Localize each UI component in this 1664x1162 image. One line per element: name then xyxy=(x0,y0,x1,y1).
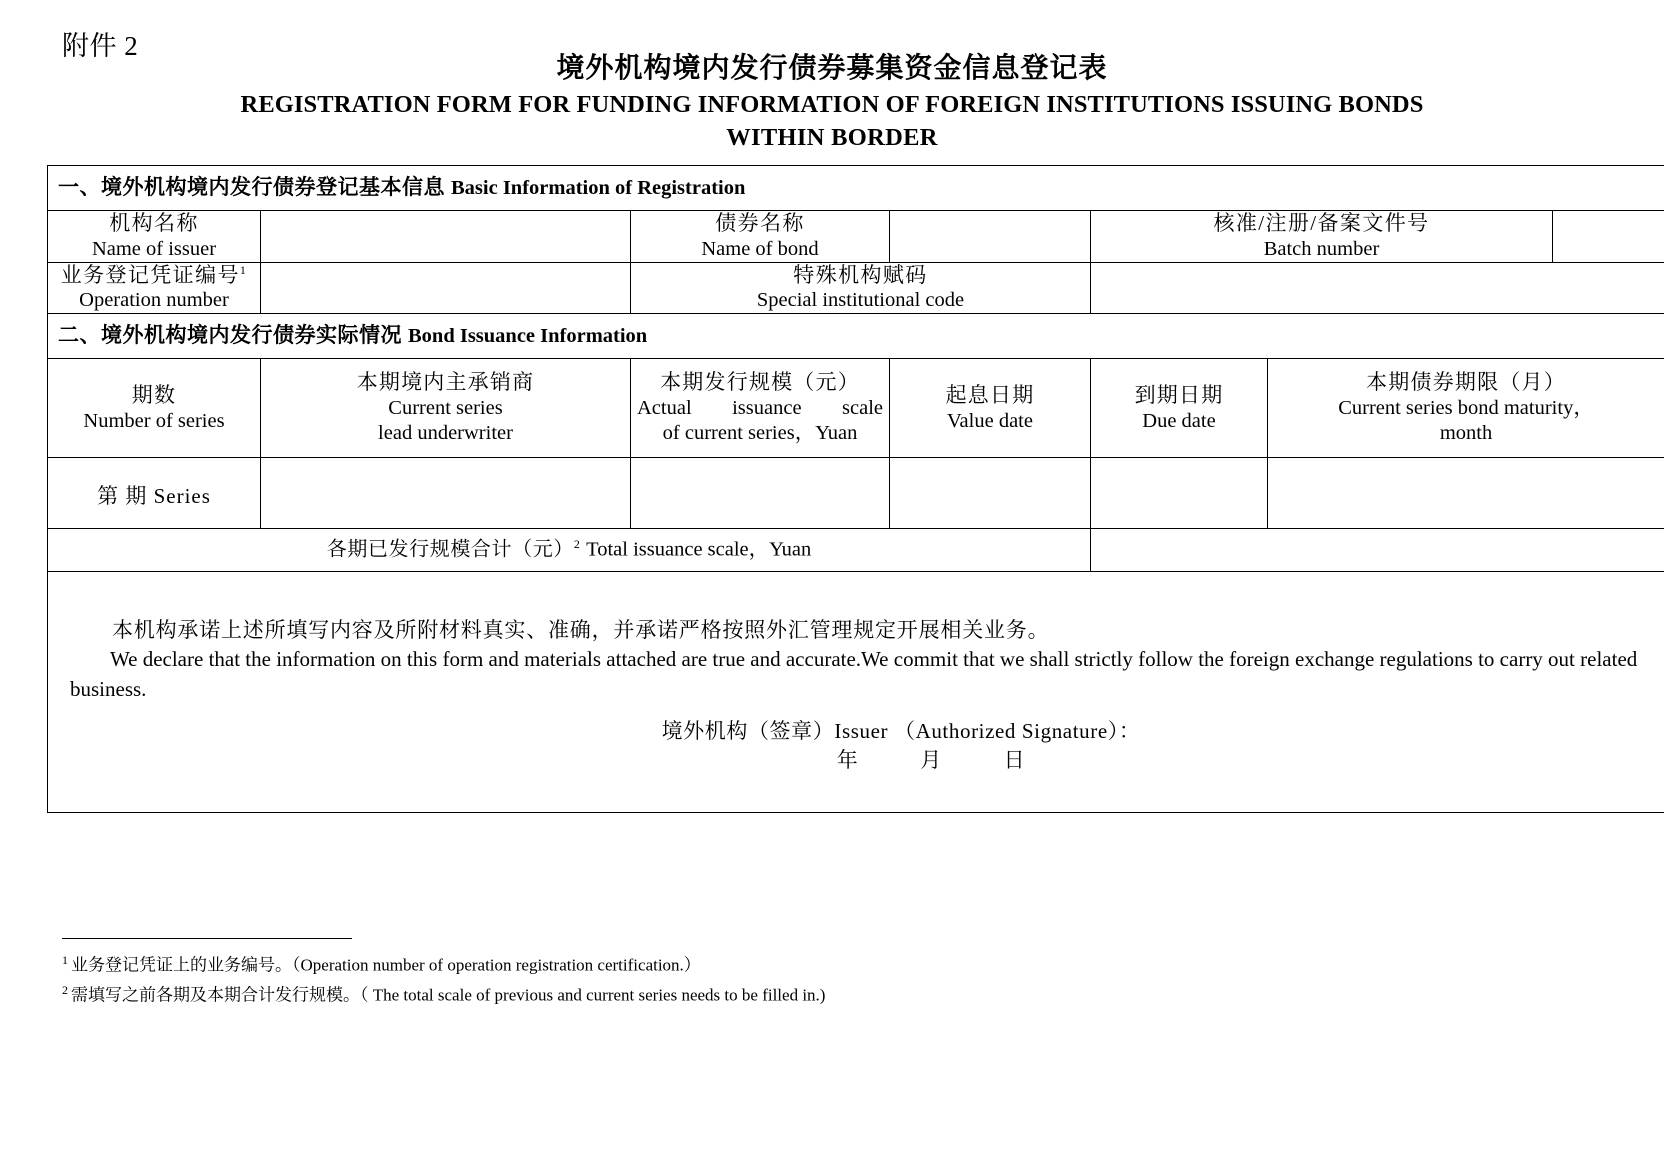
label-name-of-issuer-en: Name of issuer xyxy=(91,237,217,260)
label-batch-number xyxy=(1091,211,1553,263)
title-chinese: 境外机构境内发行债券募集资金信息登记表 xyxy=(556,53,1108,84)
col-header-lead-underwriter-en2: lead underwriter xyxy=(378,422,513,445)
section1-heading-cn: 一、境外机构境内发行债券登记基本信息 xyxy=(58,175,445,199)
section1-heading-en: Basic Information of Registration xyxy=(451,177,746,199)
footnote-2 xyxy=(62,980,1462,1010)
col-header-bond-maturity-en1: Current series bond maturity， xyxy=(1338,397,1594,420)
declaration-cell xyxy=(48,572,1664,813)
signature-line[interactable]: 境外机构（签章）Issuer （Authorized Signature）： xyxy=(661,718,1141,743)
input-series-lead-underwriter[interactable] xyxy=(261,458,631,529)
title-english-line1: REGISTRATION FORM FOR FUNDING INFORMATION OF FOREIGN INSTITUTIONS ISSUING BONDS xyxy=(240,90,1424,118)
date-year: 年 xyxy=(836,748,859,773)
col-header-issuance-scale-cn: 本期发行规模（元） xyxy=(660,370,860,395)
input-total-issuance-scale[interactable] xyxy=(1091,529,1664,572)
footnote-separator xyxy=(62,938,352,939)
col-header-due-date-en: Due date xyxy=(1142,409,1216,432)
col-header-issuance-scale xyxy=(631,359,890,458)
registration-form-table xyxy=(47,165,1664,813)
section2-column-header-row xyxy=(48,359,1664,458)
label-operation-number-cn: 业务登记凭证编号$^1$ xyxy=(60,262,248,287)
col-header-lead-underwriter-cn: 本期境内主承销商 xyxy=(356,370,535,395)
col-header-lead-underwriter xyxy=(261,359,631,458)
label-special-institutional-code-cn: 特殊机构赋码 xyxy=(793,262,928,287)
operation-special-code-row xyxy=(48,262,1664,314)
col-header-value-date xyxy=(890,359,1091,458)
input-series-issuance-scale[interactable] xyxy=(631,458,890,529)
label-special-institutional-code xyxy=(631,262,1091,314)
footnote-1 xyxy=(62,950,1462,980)
label-operation-number xyxy=(48,262,261,314)
col-header-bond-maturity-cn: 本期债券期限（月） xyxy=(1366,370,1566,395)
section1-heading-row xyxy=(48,166,1664,211)
label-batch-number-cn: 核准/注册/备案文件号 xyxy=(1213,211,1430,235)
label-series xyxy=(48,458,261,529)
declaration-row xyxy=(48,572,1664,813)
attachment-label: 附件 2 xyxy=(62,31,139,61)
col-header-number-of-series-en: Number of series xyxy=(83,409,225,432)
label-batch-number-en: Batch number xyxy=(1263,237,1380,260)
label-special-institutional-code-en: Special institutional code xyxy=(756,289,965,312)
footnote-2-number: 2 xyxy=(62,983,68,998)
col-header-number-of-series xyxy=(48,359,261,458)
declaration-chinese: 本机构承诺上述所填写内容及所附材料真实、准确，并承诺严格按照外汇管理规定开展相关业务。 xyxy=(112,617,1050,642)
label-total-issuance-scale-en: Total issuance scale，Yuan xyxy=(586,539,812,562)
section2-heading-cn: 二、境外机构境内发行债券实际情况 xyxy=(58,323,402,348)
input-series-value-date[interactable] xyxy=(890,458,1091,529)
footnote-marker-1: 1 xyxy=(239,262,248,277)
label-operation-number-en: Operation number xyxy=(79,289,229,312)
section2-heading-row xyxy=(48,314,1664,359)
col-header-value-date-en: Value date xyxy=(947,409,1033,432)
label-name-of-issuer xyxy=(48,211,261,263)
col-header-number-of-series-cn: 期数 xyxy=(131,382,177,407)
input-special-institutional-code[interactable] xyxy=(1091,262,1664,314)
declaration-english: We declare that the information on this form and materials attached are true and accurate.We commit that we shall strictly follow the foreign exchange regulations to carry out related business. xyxy=(70,647,1638,701)
col-header-issuance-scale-en1: Actual issuance scale xyxy=(637,397,883,420)
input-batch-number[interactable] xyxy=(1553,211,1664,263)
section2-heading-cell xyxy=(48,314,1664,359)
document-title-block xyxy=(0,50,1664,154)
section2-heading-en: Bond Issuance Information xyxy=(408,325,648,348)
input-series-due-date[interactable] xyxy=(1091,458,1268,529)
date-line[interactable] xyxy=(70,748,1642,774)
label-series-text: 第 期 Series xyxy=(97,484,211,509)
col-header-due-date xyxy=(1091,359,1268,458)
label-name-of-bond xyxy=(631,211,890,263)
footnote-marker-2: 2 xyxy=(573,537,581,552)
issuer-bond-batch-row xyxy=(48,211,1664,263)
input-operation-number[interactable] xyxy=(261,262,631,314)
label-total-issuance-scale-cn: 各期已发行规模合计（元） xyxy=(326,539,574,562)
input-name-of-bond[interactable] xyxy=(890,211,1091,263)
series-data-row xyxy=(48,458,1664,529)
col-header-bond-maturity xyxy=(1268,359,1664,458)
date-day: 日 xyxy=(1003,748,1026,773)
label-name-of-bond-en: Name of bond xyxy=(701,237,819,260)
footnotes-block xyxy=(62,950,1462,1011)
footnote-1-number: 1 xyxy=(62,953,68,967)
col-header-lead-underwriter-en1: Current series xyxy=(388,397,503,420)
input-name-of-issuer[interactable] xyxy=(261,211,631,263)
input-series-maturity[interactable] xyxy=(1268,458,1664,529)
label-name-of-bond-cn: 债券名称 xyxy=(715,211,805,235)
label-name-of-issuer-cn: 机构名称 xyxy=(109,211,199,235)
col-header-due-date-cn: 到期日期 xyxy=(1134,382,1224,407)
footnote-1-text: 业务登记凭证上的业务编号。（Operation number of operation registration certification.） xyxy=(71,955,701,975)
col-header-value-date-cn: 起息日期 xyxy=(945,382,1035,407)
section1-heading-cell xyxy=(48,166,1664,211)
label-total-issuance-scale xyxy=(48,529,1091,572)
col-header-bond-maturity-en2: month xyxy=(1439,422,1493,445)
date-month: 月 xyxy=(920,748,942,773)
total-issuance-row xyxy=(48,529,1664,572)
title-english-line2: WITHIN BORDER xyxy=(726,123,938,151)
col-header-issuance-scale-en2: of current series，Yuan xyxy=(662,422,858,445)
footnote-2-text: 需填写之前各期及本期合计发行规模。（ The total scale of previous and current series needs to be filled in.) xyxy=(71,986,826,1006)
